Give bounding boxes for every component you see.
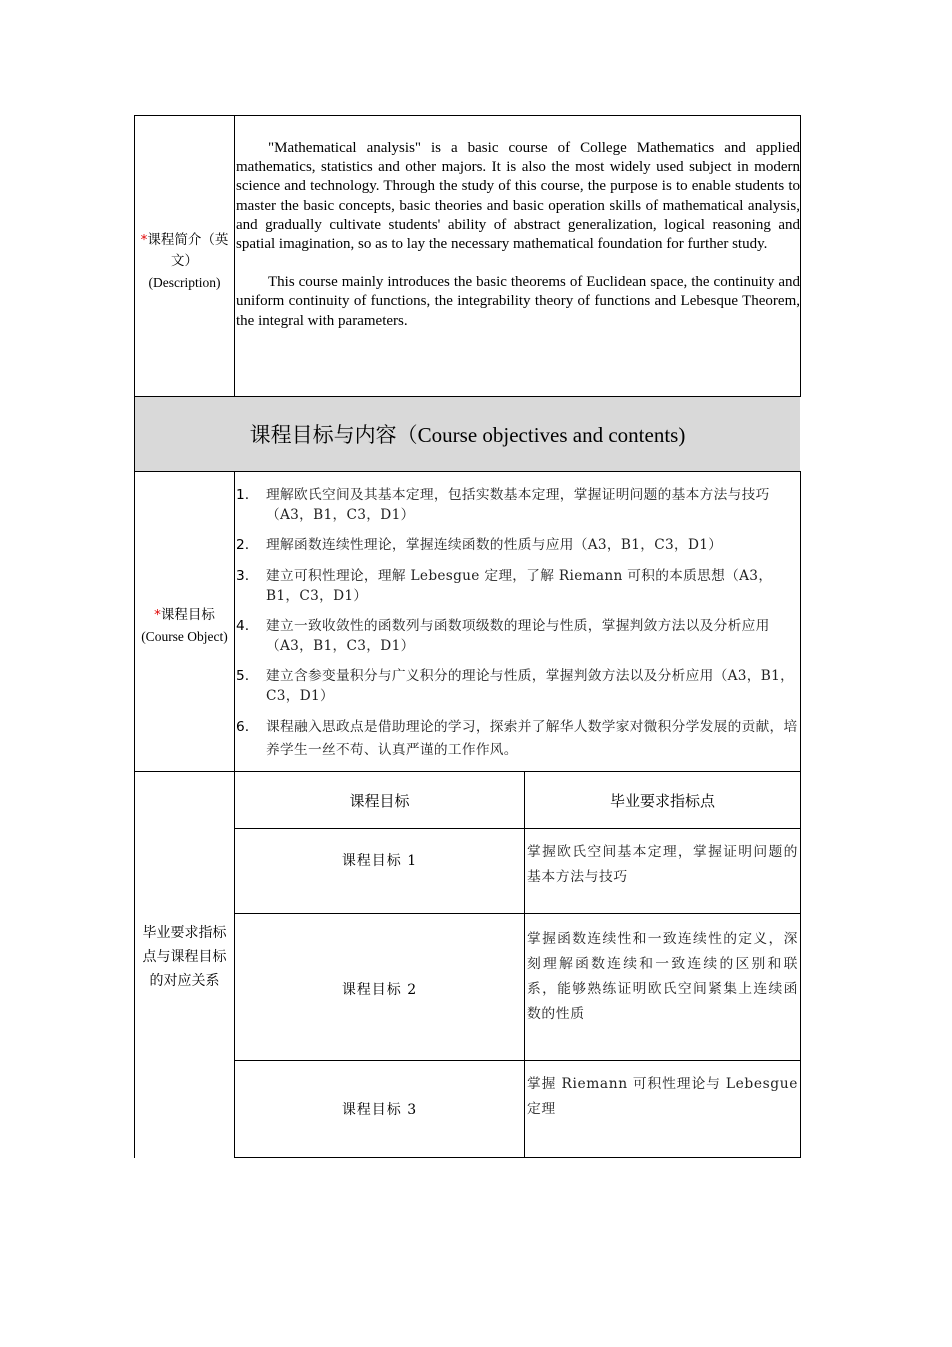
table-rule (234, 471, 235, 1158)
objective-text: 理解欧氏空间及其基本定理，包括实数基本定理，掌握证明问题的基本方法与技巧（A3，B1，C3，D1） (266, 487, 770, 523)
table-rule (800, 115, 801, 397)
mapping-goal-2: 课程目标 2 (341, 981, 418, 998)
objective-item (236, 566, 800, 606)
description-text (236, 139, 800, 331)
mapping-goal-3: 课程目标 3 (341, 1102, 418, 1118)
objective-text: 建立一致收敛性的函数列与函数项级数的理论与性质，掌握判敛方法以及分析应用（A3，B1，C3，D1） (266, 618, 770, 654)
description-label-cn-line1: 课程简介（英 (147, 231, 229, 248)
objective-item (236, 716, 800, 762)
mapping-label-line3: 的对应关系 (149, 972, 220, 989)
objective-number: 2. (236, 537, 250, 553)
section-header-cn: 课程目标与内容 (249, 423, 397, 447)
objective-number: 6. (236, 719, 250, 735)
description-paragraph-2: This course mainly introduces the basic theorems of Euclidean space, the continuity and uniform continuity of functions, the integrability theory of functions and Lebesque Theorem, the integral with parameters. (236, 274, 800, 329)
table-rule (524, 771, 525, 1158)
section-header-en: （Course objectives and contents) (396, 423, 686, 447)
description-label-en: (Description) (148, 274, 221, 290)
table-rule (234, 1157, 801, 1158)
description-paragraph-1: "Mathematical analysis" is a basic course of College Mathematics and applied mathematics, statistics and other majors. It is also the most widely used subject in modern science and technology. Through the study of this course, the purpose is to enable students to master the basic concepts, basic theories and basic operation skills of mathematical analysis, and gradually cultivate students' ability of abstract generalization, logical reasoning and spatial imagination, so as to lay the necessary mathematical foundation for further study. (236, 140, 800, 253)
objectives-label-cn: 课程目标 (160, 607, 215, 623)
objective-item (236, 666, 800, 706)
mapping-header-req: 毕业要求指标点 (609, 791, 715, 810)
table-rule (800, 471, 801, 1158)
mapping-label-line2: 点与课程目标 (142, 948, 227, 965)
mapping-header-goal: 课程目标 (349, 791, 410, 810)
objective-item (236, 485, 800, 525)
objective-text: 建立可积性理论，理解 Lebesgue 定理，了解 Riemann 可积的本质思想（A3，B1，C3，D1） (266, 568, 773, 604)
objective-text: 建立含参变量积分与广义积分的理论与性质，掌握判敛方法以及分析应用（A3，B1，C3，D1） (266, 668, 795, 704)
required-mark: * (154, 607, 161, 623)
objective-number: 5. (236, 668, 250, 684)
table-rule (234, 828, 801, 829)
description-label-cn-line2: 文） (171, 252, 198, 269)
objective-number: 1. (236, 487, 250, 503)
objectives-label-en: (Course Object) (141, 629, 228, 644)
mapping-req-2: 掌握函数连续性和一致连续性的定义，深刻理解函数连续和一致连续的区别和联系，能够熟练证明欧氏空间紧集上连续函数的性质 (527, 931, 798, 1022)
table-rule (234, 1060, 801, 1061)
objective-item (236, 535, 800, 555)
section-header (135, 397, 800, 471)
table-rule (234, 115, 235, 397)
objectives-label (135, 472, 234, 772)
objectives-list (236, 485, 800, 762)
mapping-label (135, 772, 234, 1157)
mapping-label-line1: 毕业要求指标 (142, 924, 227, 941)
objective-number: 4. (236, 618, 250, 634)
required-mark: * (140, 231, 148, 248)
objective-text: 课程融入思政点是借助理论的学习，探索并了解华人数学家对微积分学发展的贡献，培养学生一丝不苟、认真严谨的工作作风。 (266, 719, 798, 758)
objective-item (236, 616, 800, 656)
objective-text: 理解函数连续性理论，掌握连续函数的性质与应用（A3，B1，C3，D1） (266, 537, 723, 553)
mapping-req-1: 掌握欧氏空间基本定理，掌握证明问题的基本方法与技巧 (527, 844, 798, 885)
mapping-goal-1: 课程目标 1 (341, 853, 418, 869)
objective-number: 3. (236, 568, 250, 584)
mapping-req-3: 掌握 Riemann 可积性理论与 Lebesgue 定理 (527, 1076, 798, 1117)
table-rule (134, 115, 135, 1158)
table-rule (234, 913, 801, 914)
description-label (135, 116, 234, 396)
